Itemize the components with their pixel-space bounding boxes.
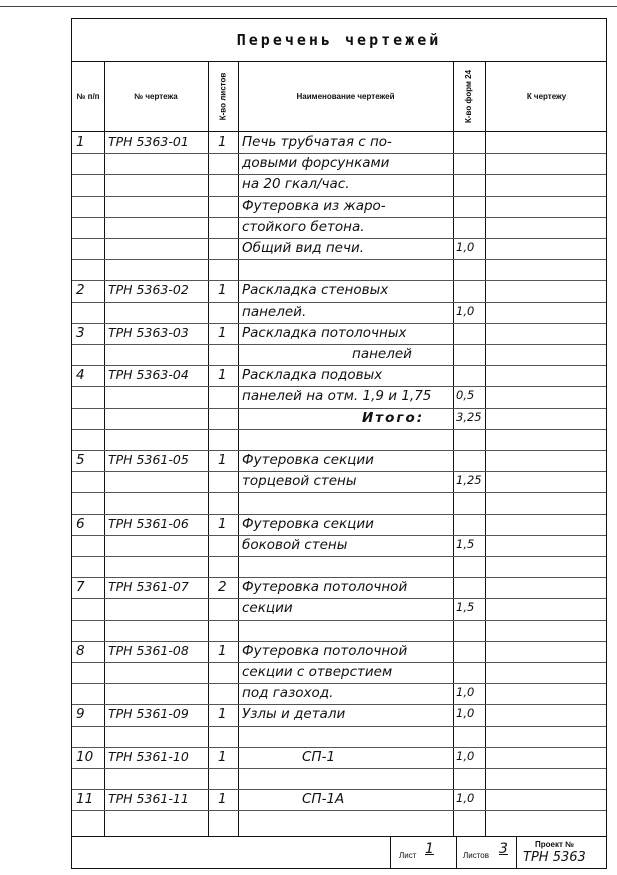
header-name: Наименование чертежей (296, 92, 395, 101)
row-rule (72, 280, 606, 281)
column-divider (208, 61, 209, 836)
row-name: Футеровка из жаро- (242, 197, 386, 214)
column-divider (238, 61, 239, 836)
footer-sheets-total: Листов 3 (456, 837, 517, 868)
table-header (72, 61, 606, 132)
row-number: 11 (76, 791, 94, 808)
row-rule (72, 238, 606, 239)
row-rule (72, 726, 606, 727)
row-name: Узлы и детали (242, 706, 346, 723)
row-rule (72, 344, 606, 345)
row-name: Футеровка потолочной (242, 642, 408, 659)
row-rule (72, 471, 606, 472)
row-rule (72, 302, 606, 303)
row-name: панелей. (242, 303, 307, 320)
drawing-list-sheet (71, 18, 607, 869)
row-sheets: 1 (218, 367, 227, 384)
row-name: Раскладка подовых (242, 367, 383, 384)
row-name: Итого: (362, 409, 425, 426)
row-format-count: 1,0 (456, 303, 475, 318)
row-number: 8 (76, 642, 85, 659)
row-format-count: 1,0 (456, 748, 475, 763)
row-number: 7 (76, 579, 85, 596)
row-rule (72, 323, 606, 324)
row-format-count: 1,25 (456, 473, 482, 488)
row-name: СП-1А (302, 791, 345, 808)
footer (72, 836, 606, 868)
row-format-count: 1,5 (456, 600, 475, 615)
row-name: Футеровка секции (242, 452, 374, 468)
row-name: Печь трубчатая с по- (242, 134, 392, 150)
row-name: довыми форсунками (242, 155, 390, 172)
row-drawing-code: ТРН 5363-02 (108, 282, 189, 298)
row-name: Раскладка стеновых (242, 282, 389, 299)
row-number: 6 (76, 515, 85, 532)
column-divider (453, 61, 454, 836)
row-format-count: 1,0 (456, 240, 475, 254)
row-name: торцевой стены (242, 473, 357, 490)
row-rule (72, 641, 606, 642)
header-sheets-count: К-во листов (218, 72, 228, 121)
row-drawing-code: ТРН 5361-06 (108, 515, 189, 531)
header-num: № п/п (76, 92, 100, 101)
row-sheets: 1 (218, 791, 227, 808)
row-rule (72, 577, 606, 578)
row-number: 3 (76, 324, 85, 341)
row-rule (72, 683, 606, 684)
row-rule (72, 535, 606, 536)
header-format-count: К-во форм 24 (464, 69, 474, 124)
row-name: Раскладка потолочных (242, 324, 407, 341)
row-format-count: 1,0 (456, 685, 475, 700)
row-rule (72, 386, 606, 387)
row-number: 5 (76, 452, 85, 468)
row-rule (72, 620, 606, 621)
row-name: на 20 гкал/час. (242, 176, 350, 193)
row-rule (72, 408, 606, 409)
row-format-count: 1,5 (456, 536, 475, 551)
row-format-count: 1,0 (456, 791, 475, 806)
column-divider (104, 61, 105, 836)
row-name: секции с отверстием (242, 664, 393, 680)
row-rule (72, 429, 606, 430)
row-rule (72, 259, 606, 260)
row-name: секции (242, 600, 293, 617)
row-sheets: 1 (218, 706, 227, 723)
row-number: 2 (76, 282, 85, 299)
row-rule (72, 810, 606, 811)
row-name: панелей на отм. 1,9 и 1,75 (242, 388, 432, 405)
row-rule (72, 747, 606, 748)
header-to-drawing: К чертежу (526, 92, 567, 101)
row-drawing-code: ТРН 5361-10 (108, 748, 189, 764)
row-name: Общий вид печи. (242, 240, 365, 256)
row-sheets: 1 (218, 134, 227, 150)
row-drawing-code: ТРН 5363-01 (108, 134, 189, 149)
row-name: боковой стены (242, 536, 348, 553)
row-rule (72, 153, 606, 154)
row-name: панелей (352, 346, 412, 362)
top-rule (0, 6, 617, 7)
row-sheets: 1 (218, 748, 227, 765)
row-rule (72, 662, 606, 663)
row-drawing-code: ТРН 5361-08 (108, 642, 189, 658)
row-drawing-code: ТРН 5361-09 (108, 706, 189, 722)
row-sheets: 1 (218, 642, 227, 659)
row-sheets: 1 (218, 515, 227, 532)
row-sheets: 1 (218, 282, 227, 299)
row-format-count: 1,0 (456, 706, 475, 721)
row-number: 9 (76, 706, 85, 723)
footer-project: Проект № ТРН 5363 (516, 837, 609, 868)
row-sheets: 1 (218, 324, 227, 341)
page-title: Перечень чертежей (236, 31, 442, 49)
row-drawing-code: ТРН 5363-04 (108, 367, 189, 383)
row-name: СП-1 (302, 748, 336, 765)
row-number: 4 (76, 367, 85, 384)
row-number: 10 (76, 748, 94, 765)
row-format-count: 3,25 (456, 409, 482, 424)
row-rule (72, 365, 606, 366)
row-drawing-code: ТРН 5363-03 (108, 324, 189, 340)
row-drawing-code: ТРН 5361-11 (108, 791, 189, 807)
row-drawing-code: ТРН 5361-05 (108, 452, 189, 467)
footer-sheet: Лист 1 (390, 837, 457, 868)
row-name: Футеровка потолочной (242, 579, 408, 596)
row-rule (72, 492, 606, 493)
row-rule (72, 789, 606, 790)
row-rule (72, 450, 606, 451)
row-number: 1 (76, 134, 85, 150)
row-sheets: 2 (218, 579, 227, 596)
row-rule (72, 217, 606, 218)
row-rule (72, 196, 606, 197)
row-sheets: 1 (218, 452, 227, 468)
row-name: стойкого бетона. (242, 218, 365, 235)
row-name: Футеровка секции (242, 515, 374, 532)
row-drawing-code: ТРН 5361-07 (108, 579, 189, 595)
row-rule (72, 514, 606, 515)
row-rule (72, 174, 606, 175)
row-name: под газоход. (242, 685, 334, 702)
row-rule (72, 704, 606, 705)
column-divider (485, 61, 486, 836)
row-rule (72, 598, 606, 599)
row-format-count: 0,5 (456, 388, 475, 403)
header-drawing: № чертежа (134, 92, 178, 101)
row-rule (72, 556, 606, 557)
row-rule (72, 768, 606, 769)
